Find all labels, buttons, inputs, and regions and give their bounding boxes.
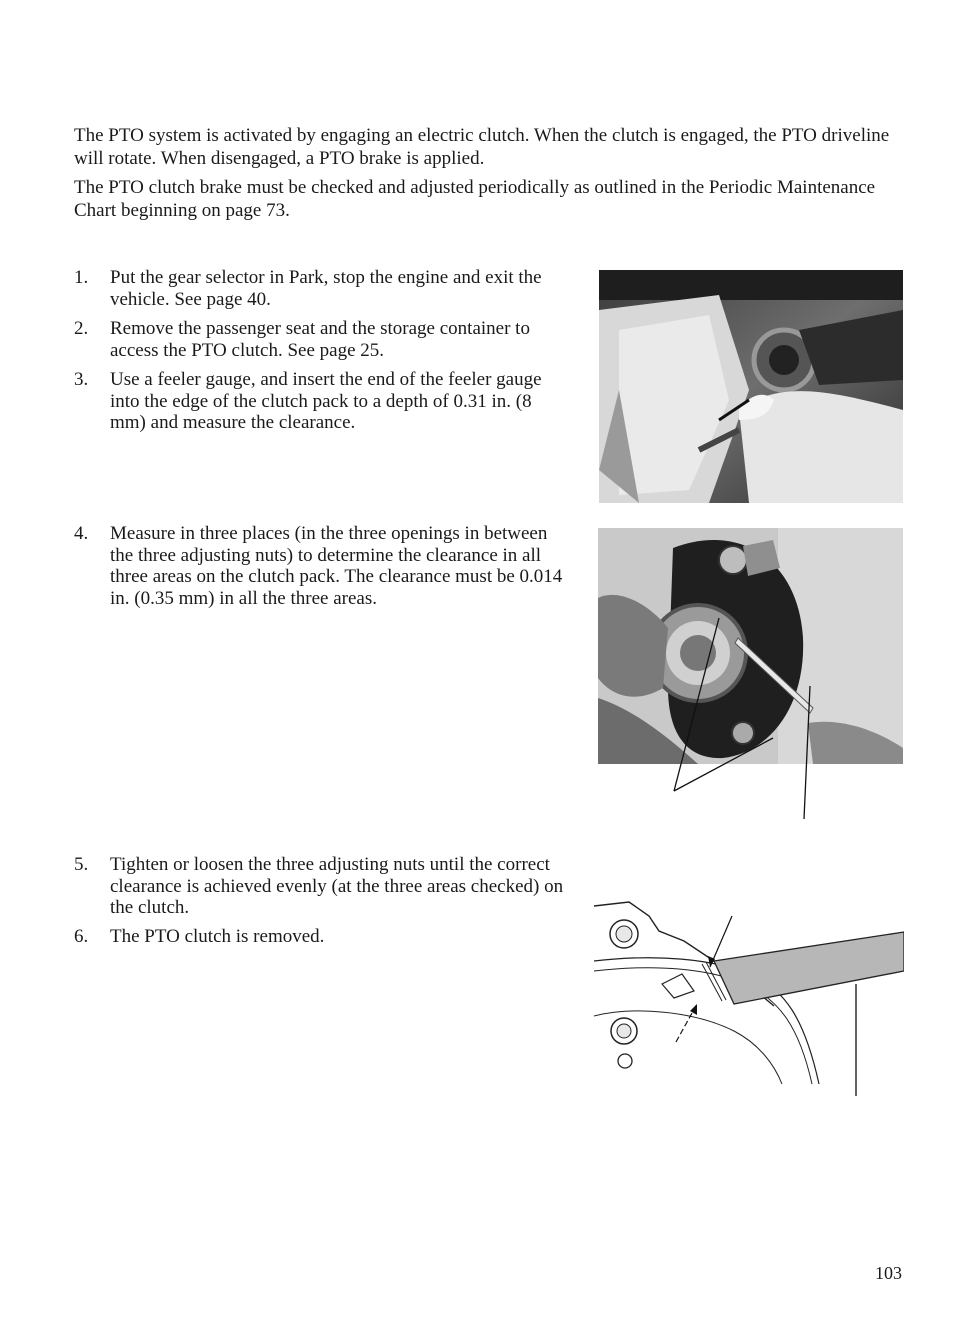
step-text: Tighten or loosen the three adjusting nuts until the correct clearance is achieved evenly (at the three areas checked) on the clutch. [110,854,564,918]
step-number: 4. [74,523,89,544]
page-number: 103 [875,1263,902,1283]
intro-paragraph-1: The PTO system is activated by engaging an electric clutch. When the clutch is engaged, the PTO driveline will rotate. When disengaged, a PTO brake is applied. [74,125,890,169]
clutch-clearance-line-drawing [594,866,904,1096]
step-text: Remove the passenger seat and the storage container to access the PTO clutch. See page 25. [110,318,530,361]
step-number: 3. [74,369,89,390]
step-text: Put the gear selector in Park, stop the engine and exit the vehicle. See page 40. [110,267,542,310]
step-number: 5. [74,854,89,875]
step-text: The PTO clutch is removed. [110,926,325,947]
feeler-gauge-insertion-photo [599,270,903,503]
step-text: Measure in three places (in the three openings in between the three adjusting nuts) to determine the clearance in all three areas on the clutch pack. The clearance must be 0.014 in. (0.35 mm) in all the three areas. [110,523,563,609]
intro-paragraph-2: The PTO clutch brake must be checked and adjusted periodically as outlined in the Periodic Maintenance Chart beginning on page 73. [74,177,876,221]
callout-leader-lines [598,600,903,830]
step-text: Use a feeler gauge, and insert the end of the feeler gauge into the edge of the clutch pack to a depth of 0.31 in. (8 mm) and measure the clearance. [110,369,542,433]
step-number: 1. [74,267,89,288]
step-number: 6. [74,926,89,947]
step-number: 2. [74,318,89,339]
